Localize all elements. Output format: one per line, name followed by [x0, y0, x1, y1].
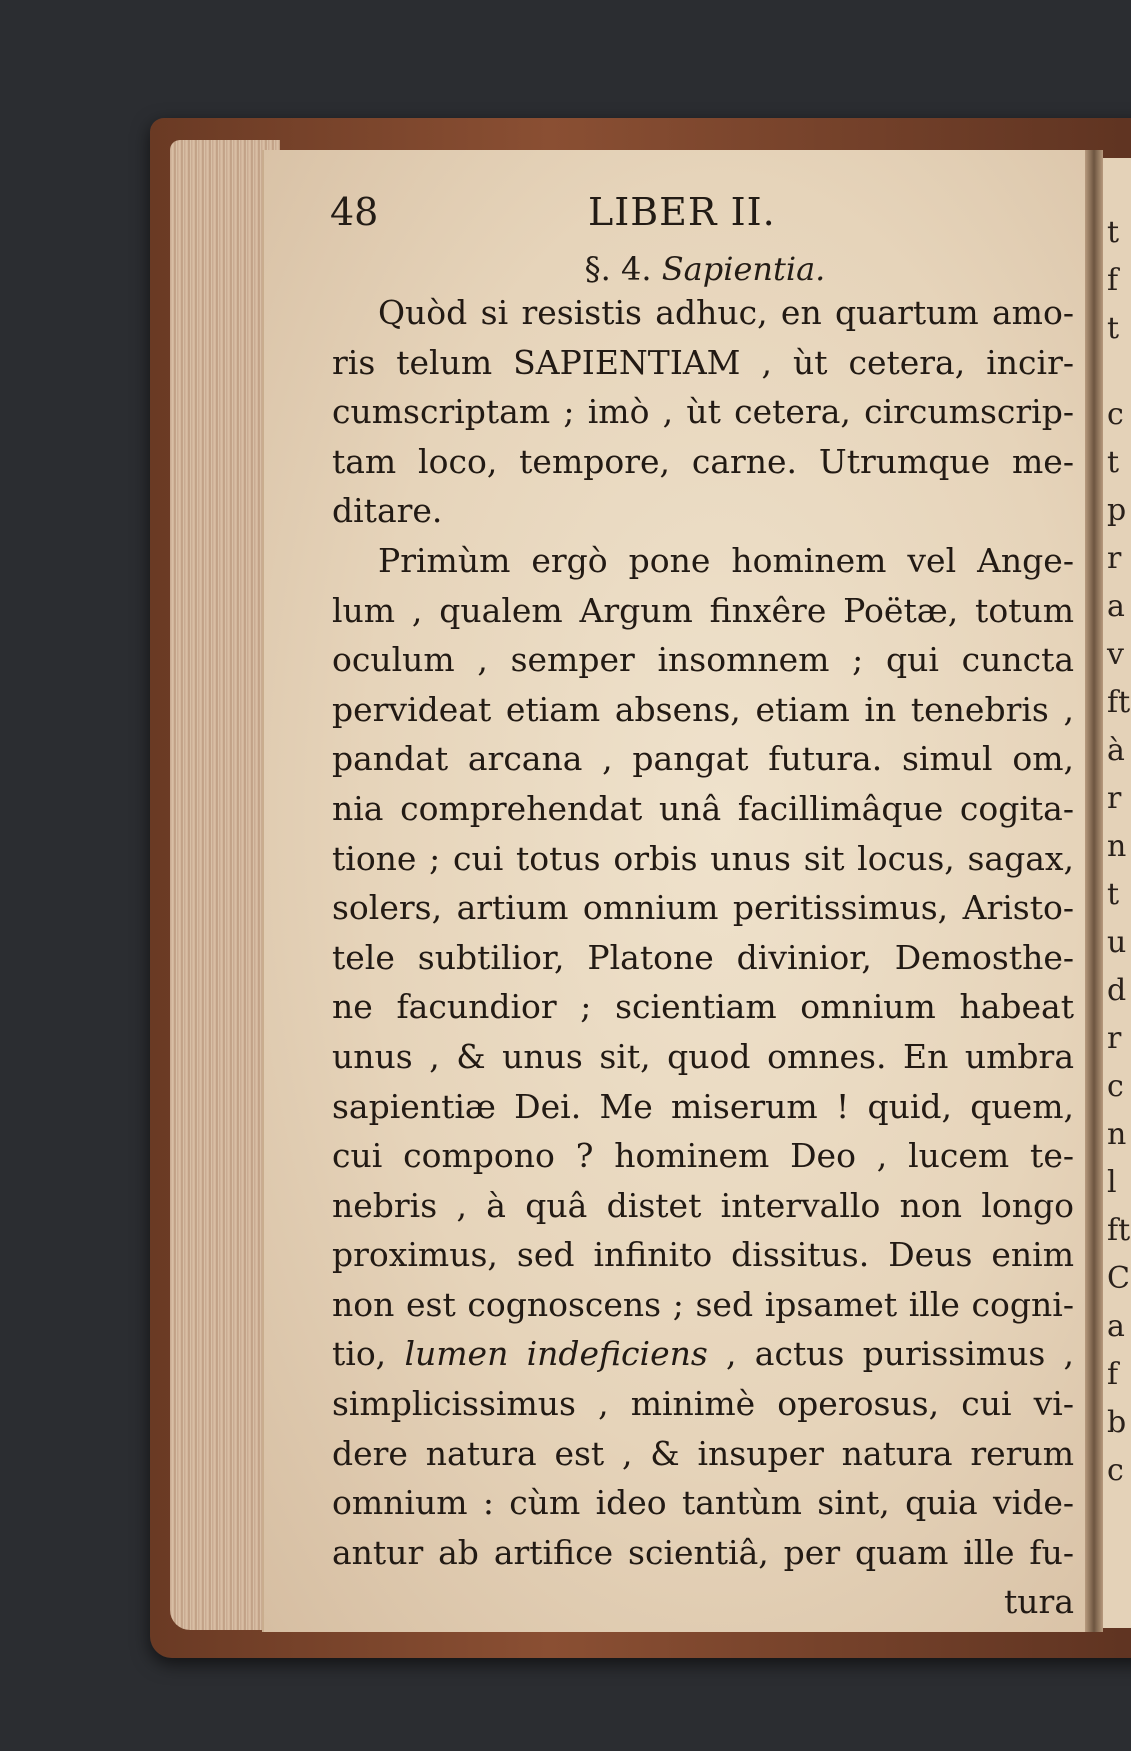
text-line: cumscriptam ; imò , ùt cetera, circumscrip-	[332, 392, 1074, 432]
text-line: ditare.	[332, 491, 443, 531]
text-line: ne facundior ; scientiam omnium habeat	[332, 987, 1074, 1027]
catchword: tura	[1004, 1582, 1074, 1622]
text-line: nia comprehendat unâ facillimâque cogita-	[332, 788, 1074, 828]
text-line: Quòd si resistis adhuc, en quartum amo-	[378, 293, 1074, 332]
facing-page-edge	[1103, 158, 1131, 1628]
section-title: Sapientia.	[661, 250, 826, 288]
facing-fragment: l	[1107, 1165, 1117, 1200]
text-fragment: tio,	[332, 1334, 405, 1374]
facing-fragment: r	[1107, 1021, 1122, 1056]
text-line: pervideat etiam absens, etiam in tenebris ,	[332, 689, 1074, 729]
facing-fragment: v	[1107, 637, 1124, 672]
facing-fragment: ft	[1107, 1213, 1131, 1248]
text-fragment: , actus purissimus ,	[707, 1334, 1074, 1374]
text-line: tele subtilior, Platone divinior, Demosthe-	[332, 937, 1074, 977]
text-line-italic-phrase	[332, 1329, 1074, 1379]
facing-fragment: c	[1107, 1069, 1124, 1104]
text-line: omnium : cùm ideo tantùm sint, quia vide-	[332, 1483, 1074, 1523]
running-head: LIBER II.	[588, 190, 776, 234]
facing-fragment: b	[1107, 1405, 1127, 1440]
facing-fragment: t	[1107, 877, 1120, 912]
text-line: unus , & unus sit, quod omnes. En umbra	[332, 1036, 1074, 1076]
facing-fragment: u	[1107, 925, 1127, 960]
italic-phrase: lumen indeficiens	[404, 1334, 708, 1374]
text-line: lum , qualem Argum finxêre Poëtæ, totum	[332, 590, 1074, 630]
text-line: nebris , à quâ distet intervallo non longo	[332, 1185, 1074, 1225]
facing-fragment: à	[1107, 733, 1125, 768]
body-text	[332, 288, 1074, 1627]
section-heading	[330, 250, 1080, 288]
facing-fragment: t	[1107, 445, 1120, 480]
facing-fragment: r	[1107, 781, 1122, 816]
facing-fragment: n	[1107, 1117, 1127, 1152]
text-line: sapientiæ Dei. Me miserum ! quid, quem,	[332, 1086, 1074, 1126]
facing-fragment: c	[1107, 1453, 1124, 1488]
text-line: cui compono ? hominem Deo , lucem te-	[332, 1136, 1074, 1176]
text-line: ris telum SAPIENTIAM , ùt cetera, incir-	[332, 342, 1074, 382]
facing-fragment: a	[1107, 1309, 1125, 1344]
book-gutter	[1085, 150, 1103, 1632]
facing-fragment: C	[1107, 1261, 1130, 1296]
page-number: 48	[330, 190, 379, 234]
facing-fragment: f	[1107, 263, 1119, 298]
facing-fragment: r	[1107, 541, 1122, 576]
facing-fragment: t	[1107, 215, 1120, 250]
text-line: simplicissimus , minimè operosus, cui vi-	[332, 1384, 1074, 1424]
text-line: proximus, sed infinito dissitus. Deus enim	[332, 1235, 1074, 1275]
facing-fragment: t	[1107, 311, 1120, 346]
facing-fragment: p	[1107, 493, 1127, 528]
text-line: non est cognoscens ; sed ipsamet ille cogni-	[332, 1284, 1074, 1324]
facing-fragment: n	[1107, 829, 1127, 864]
facing-fragment: c	[1107, 397, 1124, 432]
facing-fragment: f	[1107, 1357, 1119, 1392]
text-line: tione ; cui totus orbis unus sit locus, sagax,	[332, 838, 1074, 878]
page-header	[330, 190, 1080, 240]
text-line: oculum , semper insomnem ; qui cuncta	[332, 640, 1074, 680]
facing-fragment: ft	[1107, 685, 1131, 720]
text-line: antur ab artifice scientiâ, per quam ille fu-	[332, 1532, 1074, 1572]
text-line: pandat arcana , pangat futura. simul om,	[332, 739, 1074, 779]
text-line: tam loco, tempore, carne. Utrumque me-	[332, 441, 1074, 481]
facing-fragment: a	[1107, 589, 1125, 624]
text-line: solers, artium omnium peritissimus, Aristo-	[332, 888, 1074, 928]
text-line: dere natura est , & insuper natura rerum	[332, 1433, 1074, 1473]
text-line: Primùm ergò pone hominem vel Ange-	[378, 540, 1074, 580]
section-number: §. 4.	[584, 250, 652, 288]
facing-fragment: d	[1107, 973, 1127, 1008]
